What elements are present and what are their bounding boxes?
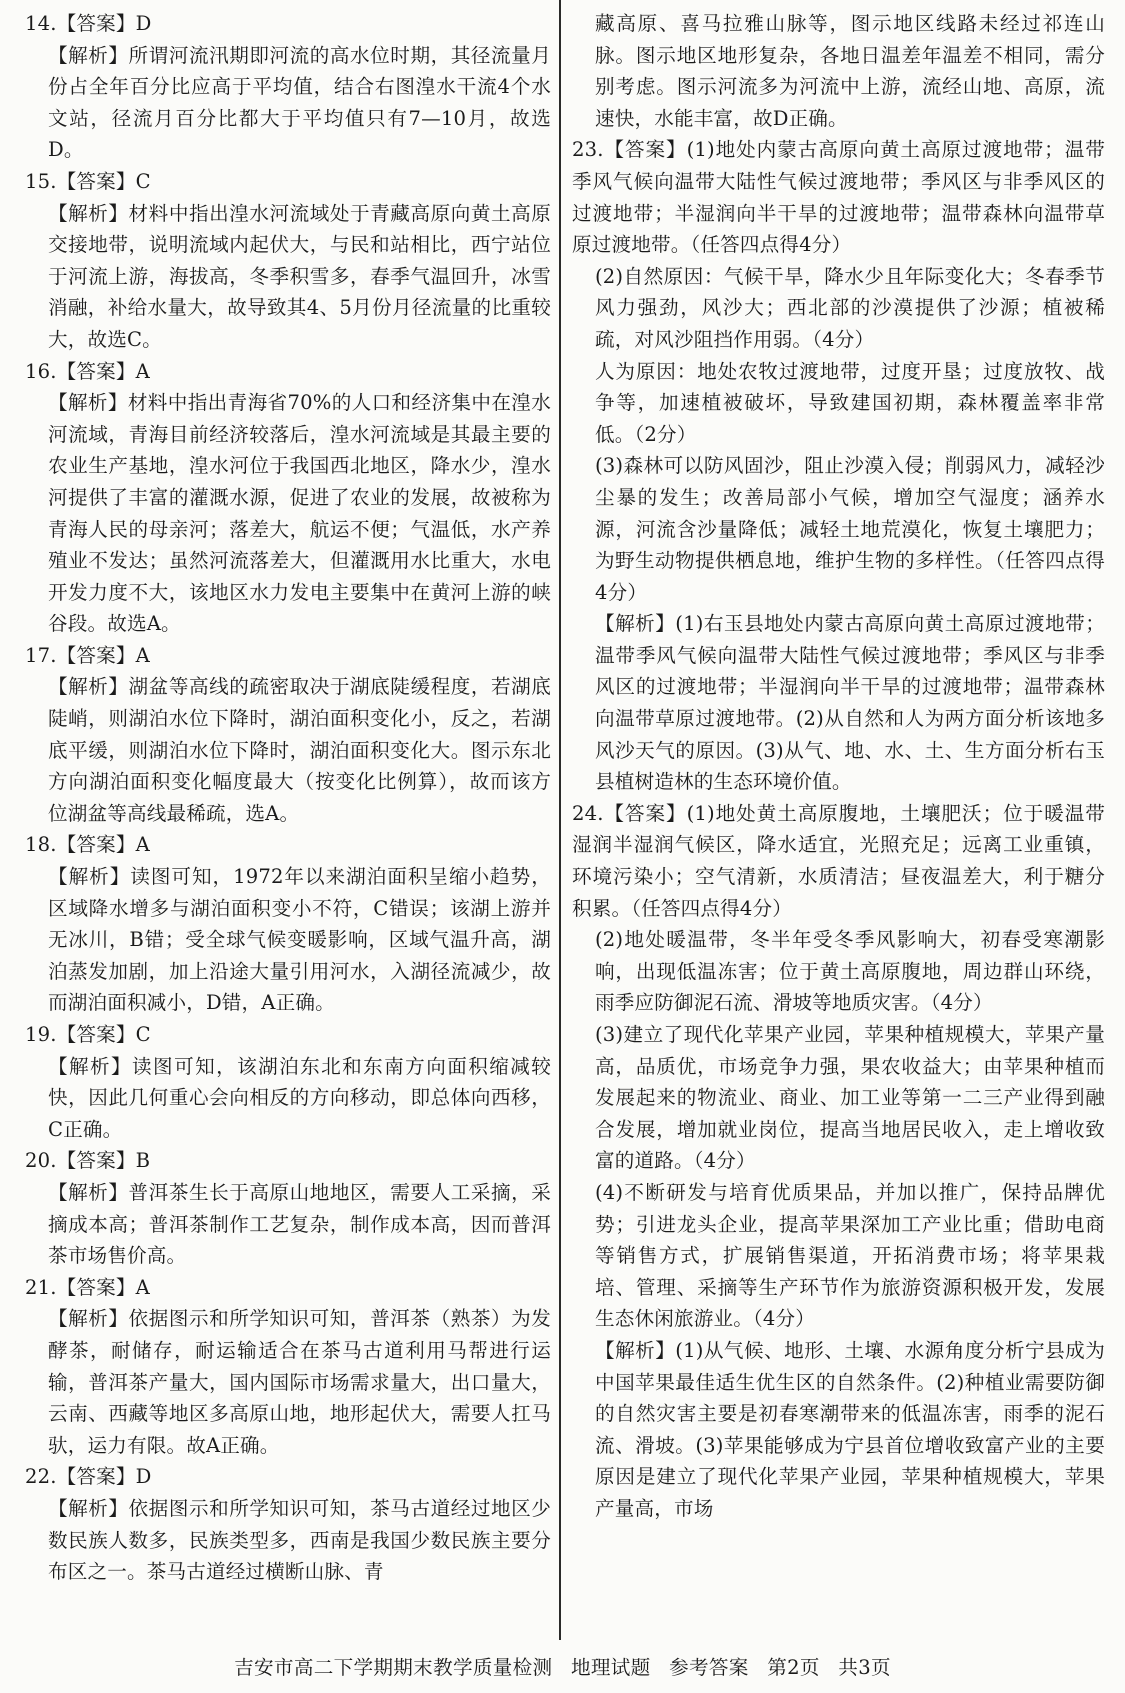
answer-text: 【答案】(1)地处黄土高原腹地，土壤肥沃；位于暖温带湿润半湿润气候区，降水适宜，光照充足；远离工业重镇，环境污染小；空气清新，水质清洁；昼夜温差大，利于糖分积累。（任答四点得4分）	[572, 801, 1105, 920]
answer-text: 【答案】C	[56, 169, 151, 193]
answer-line	[25, 1272, 551, 1304]
answer-text: 【答案】A	[56, 643, 150, 667]
question-number: 20.	[25, 1149, 57, 1173]
analysis-paragraph: 【解析】普洱茶生长于高原山地地区，需要人工采摘，采摘成本高；普洱茶制作工艺复杂，制作成本高，因而普洱茶市场售价高。	[48, 1180, 551, 1268]
question-number: 19.	[25, 1023, 57, 1046]
footer-page-number: 第2页	[767, 1656, 820, 1679]
answer-line	[25, 1019, 551, 1051]
analysis-paragraph: (3)森林可以防风固沙，阻止沙漠入侵；削弱风力，减轻沙尘暴的发生；改善局部小气候，增加空气湿度；涵养水源，河流含沙量降低；减轻土地荒漠化，恢复土壤肥力；为野生动物提供栖息地，维护生物的多样性。（任答四点得4分）	[595, 454, 1105, 604]
analysis-paragraph: (3)建立了现代化苹果产业园，苹果种植规模大，苹果产量高，品质优，市场竞争力强，果农收益大；由苹果种植而发展起来的物流业、商业、加工业等第一二三产业得到融合发展，增加就业岗位，提高当地居民收入，走上增收致富的道路。（4分）	[595, 1023, 1105, 1173]
analysis-paragraph: (4)不断研发与培育优质果品，并加以推广，保持品牌优势；引进龙头企业，提高苹果深加工产业比重；借助电商等销售方式，扩展销售渠道，开拓消费市场；将苹果栽培、管理、采摘等生产环节作为旅游资源积极开发，发展生态休闲旅游业。（4分）	[595, 1180, 1105, 1331]
question-number: 15.	[25, 169, 57, 193]
question-item	[25, 1461, 551, 1587]
answer-line	[25, 829, 551, 861]
answer-text: 【答案】D	[56, 12, 152, 35]
question-item	[572, 134, 1105, 797]
question-number: 17.	[25, 643, 57, 667]
question-item	[572, 798, 1105, 1525]
analysis-paragraph: 人为原因：地处农牧过渡地带，过度开垦；过度放牧、战争等，加速植被破坏，导致建国初期，森林覆盖率非常低。（2分）	[595, 359, 1105, 446]
answer-line	[25, 1145, 551, 1177]
continued-analysis: 藏高原、喜马拉雅山脉等，图示地区线路未经过祁连山脉。图示地区地形复杂，各地日温差年温差不相同，需分别考虑。图示河流多为河流中上游，流经山地、高原，流速快，水能丰富，故D正确。	[595, 12, 1105, 130]
question-number: 21.	[25, 1275, 57, 1299]
answer-line	[25, 356, 551, 388]
analysis-paragraph: 【解析】依据图示和所学知识可知，普洱茶（熟茶）为发酵茶，耐储存，耐运输适合在茶马古道利用马帮进行运输，普洱茶产量大，国内国际市场需求量大，出口量大，云南、西藏等地区多高原山地，地形起伏大，需要人扛马驮，运力有限。故A正确。	[48, 1307, 551, 1457]
question-item	[25, 356, 551, 640]
answer-line	[25, 640, 551, 672]
footer-exam-title: 吉安市高二下学期期末教学质量检测	[234, 1656, 553, 1679]
right-column	[572, 8, 1105, 1525]
analysis-paragraph: 【解析】读图可知，1972年以来湖泊面积呈缩小趋势，区域降水增多与湖泊面积变小不符，C错误；该湖上游并无冰川，B错；受全球气候变暖影响，区域气温升高，湖泊蒸发加剧，加上沿途大量引用河水，入湖径流减少，故而湖泊面积减小，D错，A正确。	[48, 865, 551, 1015]
analysis-paragraph: 【解析】依据图示和所学知识可知，茶马古道经过地区少数民族人数多，民族类型多，西南是我国少数民族主要分布区之一。茶马古道经过横断山脉、青	[48, 1496, 551, 1584]
question-item	[25, 166, 551, 356]
page-footer	[0, 1651, 1125, 1680]
question-number: 22.	[25, 1465, 57, 1489]
analysis-paragraph: 【解析】湖盆等高线的疏密取决于湖底陡缓程度，若湖底陡峭，则湖泊水位下降时，湖泊面积变化小，反之，若湖底平缓，则湖泊水位下降时，湖泊面积变化大。图示东北方向湖泊面积变化幅度最大（按变化比例算），故而该方位湖盆等高线最稀疏，选A。	[48, 675, 551, 825]
footer-subject: 地理试题	[570, 1656, 651, 1679]
question-item	[25, 8, 551, 166]
analysis-paragraph: 【解析】所谓河流汛期即河流的高水位时期，其径流量月份占全年百分比应高于平均值，结合右图湟水干流4个水文站，径流月百分比都大于平均值只有7—10月，故选D。	[48, 43, 551, 162]
analysis-paragraph: 【解析】(1)从气候、地形、土壤、水源角度分析宁县成为中国苹果最佳适生优生区的自然条件。(2)种植业需要防御的自然灾害主要是初春寒潮带来的低温冻害，雨季的泥石流、滑坡。(3)苹果能够成为宁县首位增收致富产业的主要原因是建立了现代化苹果产业园，苹果种植规模大，苹果产量高，市场	[595, 1338, 1105, 1520]
question-number: 18.	[25, 833, 57, 857]
answer-line	[25, 8, 551, 40]
answer-line	[572, 798, 1105, 924]
answer-text: 【答案】B	[56, 1149, 151, 1173]
question-item	[25, 829, 551, 1019]
question-number: 14.	[25, 12, 57, 35]
answer-text: 【答案】D	[56, 1465, 152, 1489]
answer-line	[25, 1461, 551, 1493]
question-item	[25, 640, 551, 830]
answer-line	[572, 134, 1105, 260]
analysis-paragraph: (2)地处暖温带，冬半年受冬季风影响大，初春受寒潮影响，出现低温冻害；位于黄土高原腹地，周边群山环绕，雨季应防御泥石流、滑坡等地质灾害。（4分）	[595, 928, 1105, 1015]
left-column	[25, 8, 551, 1588]
answer-text: 【答案】C	[56, 1023, 151, 1046]
question-item	[25, 1145, 551, 1271]
footer-total-pages: 共3页	[838, 1656, 891, 1679]
answer-text: 【答案】A	[56, 1275, 150, 1299]
question-number: 16.	[25, 359, 57, 383]
question-number: 23.	[572, 138, 604, 162]
answer-line	[25, 166, 551, 198]
question-number: 24.	[572, 801, 604, 825]
question-item	[25, 1019, 551, 1145]
answer-text: 【答案】A	[56, 359, 150, 383]
analysis-paragraph: (2)自然原因：气候干旱，降水少且年际变化大；冬春季节风力强劲，风沙大；西北部的沙漠提供了沙源；植被稀疏，对风沙阻挡作用弱。（4分）	[595, 264, 1105, 351]
answer-text: 【答案】A	[56, 833, 150, 857]
question-item	[25, 1272, 551, 1462]
analysis-paragraph: 【解析】读图可知，该湖泊东北和东南方向面积缩减较快，因此几何重心会向相反的方向移动，即总体向西移，C正确。	[48, 1054, 551, 1141]
analysis-paragraph: 【解析】(1)右玉县地处内蒙古高原向黄土高原过渡地带；温带季风气候向温带大陆性气候过渡地带；季风区与非季风区的过渡地带；半湿润向半干旱的过渡地带；温带森林向温带草原过渡地带。(2)从自然和人为两方面分析该地多风沙天气的原因。(3)从气、地、水、土、生方面分析右玉县植树造林的生态环境价值。	[595, 612, 1105, 794]
analysis-paragraph: 【解析】材料中指出青海省70%的人口和经济集中在湟水河流域，青海目前经济较落后，湟水河流域是其最主要的农业生产基地，湟水河位于我国西北地区，降水少，湟水河提供了丰富的灌溉水源，促进了农业的发展，故被称为青海人民的母亲河；落差大，航运不便；气温低，水产养殖业不发达；虽然河流落差大，但灌溉用水比重大，水电开发力度不大，该地区水力发电主要集中在黄河上游的峡谷段。故选A。	[48, 391, 551, 636]
answer-text: 【答案】(1)地处内蒙古高原向黄土高原过渡地带；温带季风气候向温带大陆性气候过渡地带；季风区与非季风区的过渡地带；半湿润向半干旱的过渡地带；温带森林向温带草原过渡地带。（任答四点得4分）	[572, 138, 1105, 257]
column-divider	[559, 0, 561, 1640]
footer-doc-type: 参考答案	[669, 1656, 749, 1679]
analysis-paragraph: 【解析】材料中指出湟水河流域处于青藏高原向黄土高原交接地带，说明流域内起伏大，与民和站相比，西宁站位于河流上游，海拔高，冬季积雪多，春季气温回升，冰雪消融，补给水量大，故导致其4、5月份月径流量的比重较大，故选C。	[48, 201, 551, 351]
